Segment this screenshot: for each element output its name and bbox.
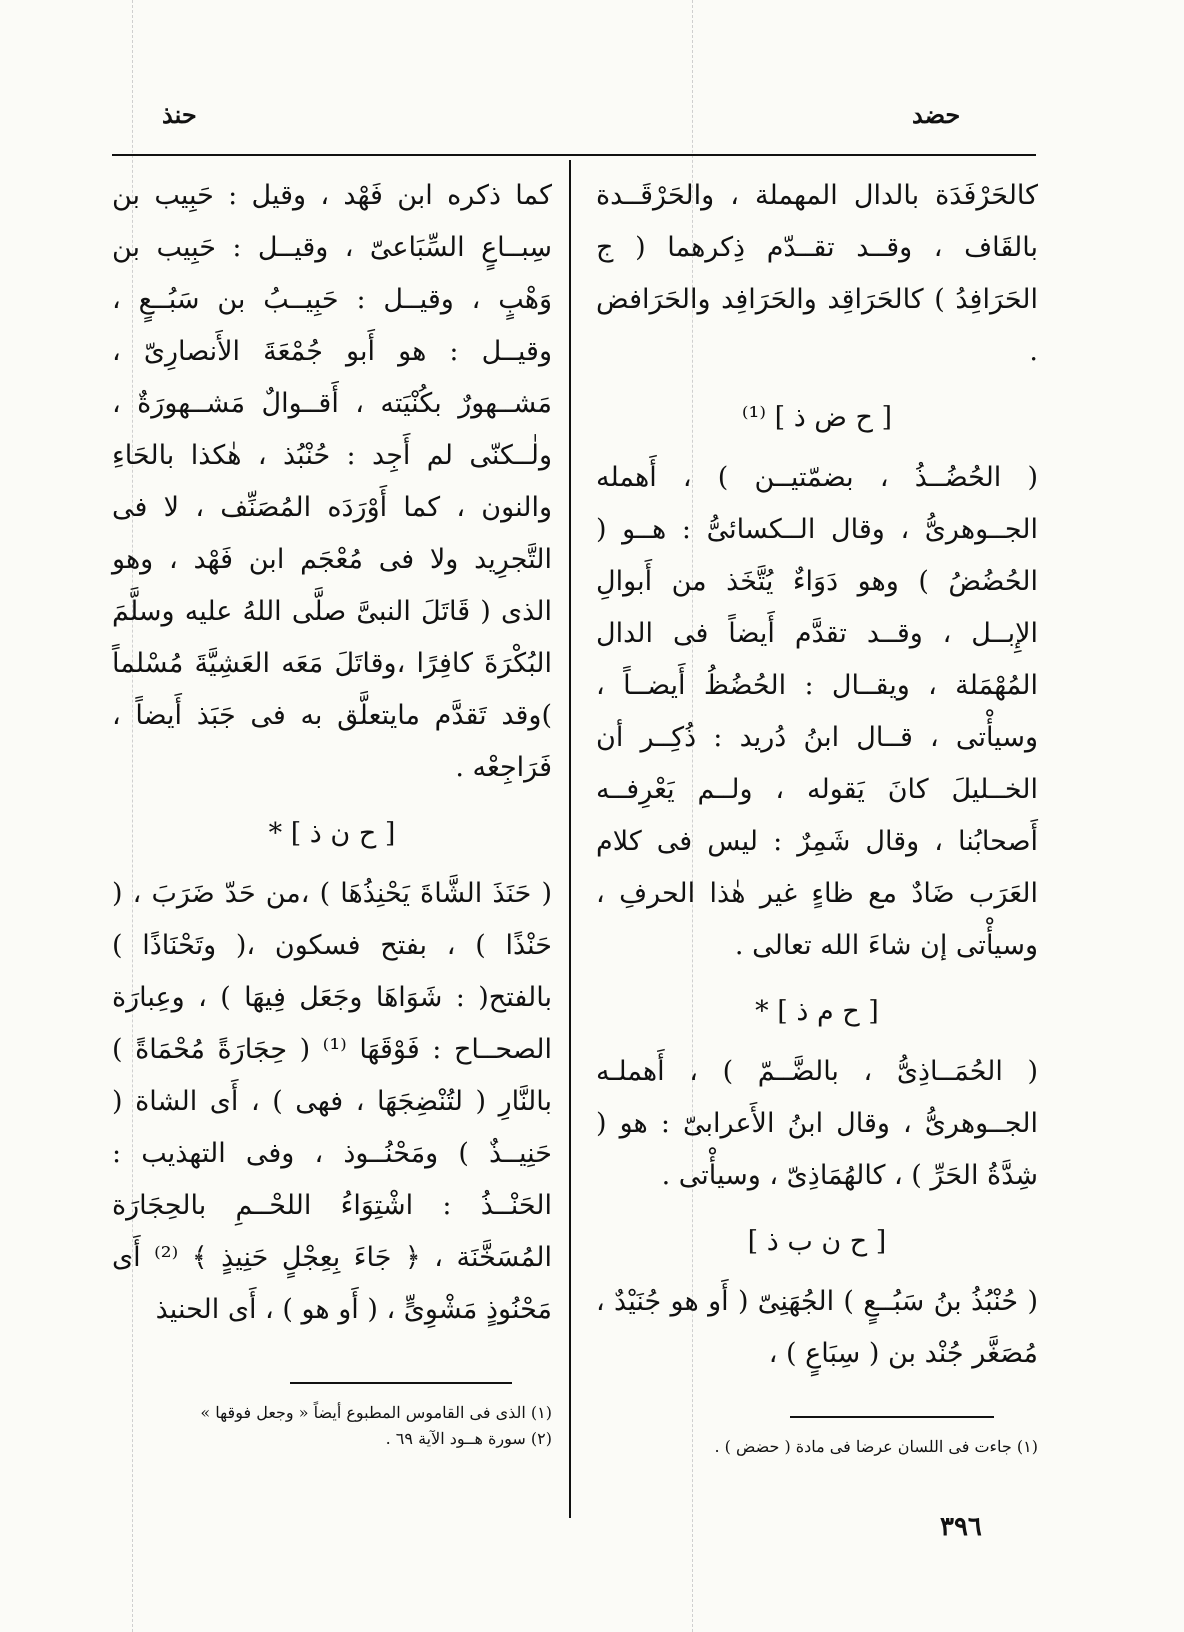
- column-divider: [569, 160, 571, 1518]
- running-header-left: حنذ: [162, 100, 197, 129]
- page-number: ٣٩٦: [940, 1512, 982, 1542]
- header-rule: [112, 154, 1036, 156]
- entry-heading: [ ح ن ذ ] *: [268, 818, 396, 849]
- entry-heading: [ ح م ذ ] *: [755, 996, 879, 1027]
- footnote-rule-right: [790, 1416, 994, 1418]
- footnote-rule-left: [290, 1382, 512, 1384]
- entry-text: كالحَرْفَدَة بالدال المهملة ، والحَرْقَــدة بالقَاف ، وقــد تقــدّم ذِكرهما ( ج الحَرَافِدُ ) كالحَرَاقِد والحَرَافِد والحَرَافض .: [596, 180, 1038, 367]
- entry-text: ( حُنْبُذُ بنُ سَبُــعٍ ) الجُهَنِىّ ( أَو هو جُنَيْدٌ ، مُصَغَّر جُنْد بن ( سِبَاعٍ ) ،: [596, 1286, 1038, 1369]
- entry-text: كما ذكره ابن فَهْد ، وقيل : حَبِيب بن سِبــاعٍ السِّبَاعىّ ، وقيــل : حَبِيب بن وَهْبٍ ، وقيــل : حَبِيــبُ بن سَبُــعٍ ، وقيــل : هو أَبو جُمْعَةَ الأَنصارِىّ ، مَشــهورٌ بكُنْيَته ، أَقــوالٌ مَشــهورَةٌ ، ولٰــكنّى لم أَجِد : حُنْبُذ ، هٰكذا بالحَاءِ والنون ، كما أَوْرَدَه المُصَنِّف ، لا فى التَّجرِيد ولا فى مُعْجَم ابن فَهْد ، وهو الذى ( قَاتَلَ النبىَّ صلَّى اللهُ عليه وسلَّمَ البُكْرَةَ كافِرًا ،وقاتَلَ مَعَه العَشِيَّةَ مُسْلماً )وقد تَقدَّم مايتعلَّق به فى جَبَذ أَيضاً ، فَرَاجِعْه .: [112, 180, 552, 783]
- entry-text: ( الحُضُــذُ ، بضمّتيــن ) ، أَهمله الجــوهرىُّ ، وقال الــكسائىُّ : هــو ( الحُضُضُ ) وهو دَوَاءٌ يُتَّخَذ من أَبوالِ الإِبــل ، وقــد تقدَّم أَيضاً فى الدال المُهْمَلة ، ويقــال : الحُضُظُ أَيضــاً ، وسيأْتى ، قــال ابنُ دُريد : ذُكِــر أن الخــليلَ كانَ يَقوله ، ولــم يَعْرِفــه أَصحابُنا ، وقال شَمِرٌ : ليس فى كلام العَرَب ضَادٌ مع ظاءٍ غير هٰذا الحرفِ ، وسيأْتى إن شاءَ الله تعالى .: [596, 462, 1038, 961]
- running-header-right: حضد: [912, 100, 961, 129]
- footnotes-right: [596, 1434, 1038, 1460]
- right-column: [596, 170, 1038, 1380]
- entry-text: ( الحُمَــاذِىُّ ، بالضَّــمّ ) ، أَهملـه الجــوهرىُّ ، وقال ابنُ الأَعرابىّ : هو ( شِدَّةُ الحَرِّ ) ، كالهُمَاذِىّ ، وسيأْتى .: [596, 1056, 1038, 1191]
- footnote: (٢) سورة هــود الآية ٦٩ .: [385, 1429, 552, 1448]
- entry-heading: [ ح ض ذ ] ⁽¹⁾: [741, 402, 893, 433]
- footnote: (١) جاءت فى اللسان عرضا فى مادة ( حضض ) .: [714, 1437, 1038, 1456]
- footnotes-left: [112, 1400, 552, 1452]
- entry-text: ( حَنَذَ الشَّاةَ يَحْنِذُهَا ) ،من حَدّ ضَرَبَ ، ( حَنْذًا ) ، بفتح فسكون ،( وتَحْنَاذًا ) بالفتح( : شَوَاهَا وجَعَل فِيهَا ) ، وعِبارَة الصحــاح : فَوْقَهَا ⁽¹⁾ ( حِجَارَةً مُحْمَاةً ) بالنَّارِ ( لتُنْضِجَهَا ، فهى ) ، أَى الشاة ( حَنِيــذٌ ) ومَحْنُــوذ ، وفى التهذيب : الحَنْــذُ : اشْتِوَاءُ اللحْــمِ بالحِجَارَة المُسَخَّنَة ، ﴿ جَاءَ بِعِجْلٍ حَنِيذٍ ﴾ ⁽²⁾ أَى مَحْنُوذٍ مَشْوِىٍّ ، ( أَو هو ) ، أَى الحنيذ: [112, 878, 552, 1325]
- left-column: [112, 170, 552, 1336]
- entry-heading: [ ح ن ب ذ ]: [747, 1226, 887, 1257]
- footnote: (١) الذى فى القاموس المطبوع أيضاً « وجعل فوقها »: [200, 1403, 552, 1422]
